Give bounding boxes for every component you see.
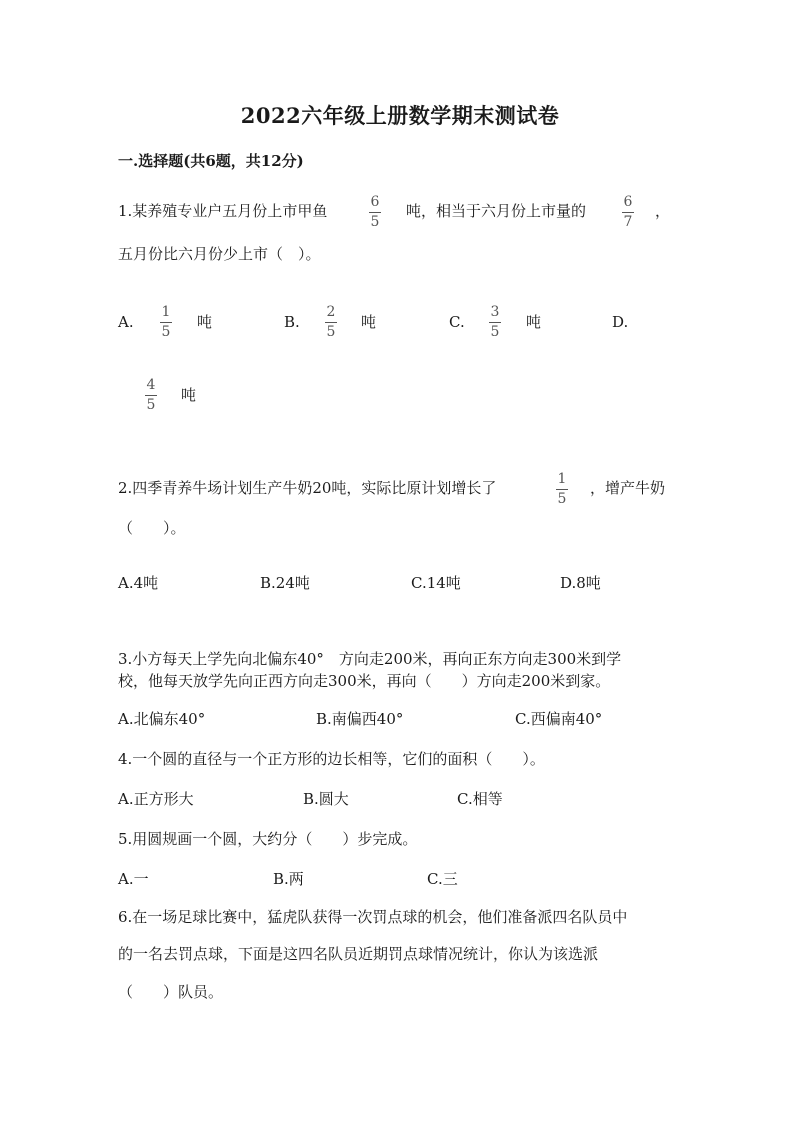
q5-option-c[interactable]: C.三 [427,870,458,888]
q1-option-c-label: C. [449,313,465,331]
q1-fraction-1 [369,195,381,230]
q1-option-d-label: D. [612,313,629,331]
q3-option-b[interactable]: B.南偏西40° [316,710,404,728]
q4-text-line1: 4.一个圆的直径与一个正方形的边长相等，它们的面积（ ）。 [118,750,545,768]
q1-text-part2: 吨，相当于六月份上市量的 [406,202,587,220]
q1-option-b-label: B. [284,313,300,331]
q2-text-part2: ，增产牛奶 [590,479,666,497]
q1-text-line2: 五月份比六月份少上市（ ）。 [118,245,321,263]
q2-frac-denominator: 5 [557,491,567,507]
page-title: 2022六年级上册数学期末测试卷 [240,103,560,128]
q1-option-d-unit: 吨 [181,386,197,404]
q3-option-a[interactable]: A.北偏东40° [118,710,206,728]
q1-text-part1: 1.某养殖专业户五月份上市甲鱼 [118,202,328,220]
q1-option-a-fraction [160,305,172,340]
q6-text-line2: 的一名去罚点球，下面是这四名队员近期罚点球情况统计，你认为该选派 [118,945,599,963]
q3-option-c[interactable]: C.西偏南40° [515,710,603,728]
q2-option-a[interactable]: A.4吨 [118,574,159,592]
q1-frac2-numerator: 6 [623,194,633,210]
q2-option-b[interactable]: B.24吨 [260,574,310,592]
q1-option-a-denominator: 5 [161,324,171,340]
q4-option-c[interactable]: C.相等 [457,790,503,808]
q1-option-b-denominator: 5 [326,324,336,340]
q1-option-b-numerator: 2 [326,304,336,320]
q6-text-line3: （ ）队员。 [118,983,224,1001]
q5-option-b[interactable]: B.两 [273,870,304,888]
q1-option-b-unit: 吨 [361,313,377,331]
q1-frac1-denominator: 5 [370,214,380,230]
section-heading: 一.选择题(共6题，共12分) [118,152,304,170]
q1-option-a-unit: 吨 [197,313,213,331]
q1-option-c-fraction [489,305,501,340]
q5-option-a[interactable]: A.一 [118,870,149,888]
q5-text-line1: 5.用圆规画一个圆，大约分（ ）步完成。 [118,830,418,848]
q2-option-d[interactable]: D.8吨 [560,574,601,592]
q1-option-a-label: A. [118,313,134,331]
q1-option-d-denominator: 5 [146,397,156,413]
q1-frac1-numerator: 6 [370,194,380,210]
q1-option-c-numerator: 3 [490,304,500,320]
q2-frac-numerator: 1 [557,471,567,487]
q4-option-a[interactable]: A.正方形大 [118,790,194,808]
q1-option-c-unit: 吨 [526,313,542,331]
q2-option-c[interactable]: C.14吨 [411,574,461,592]
q2-fraction [556,472,568,507]
q1-frac2-denominator: 7 [623,214,633,230]
q1-option-d-fraction [145,378,157,413]
q1-fraction-2 [622,195,634,230]
q4-option-b[interactable]: B.圆大 [303,790,349,808]
q3-text-line2: 校，他每天放学先向正西方向走300米，再向（ ）方向走200米到家。 [118,672,611,690]
q1-option-b-fraction [325,305,337,340]
q2-text-line2: （ ）。 [118,519,186,537]
q1-text-part3: ， [655,202,671,220]
q3-text-line1: 3.小方每天上学先向北偏东40° 方向走200米，再向正东方向走300米到学 [118,650,622,668]
q2-text-part1: 2.四季青养牛场计划生产牛奶20吨，实际比原计划增长了 [118,479,497,497]
q6-text-line1: 6.在一场足球比赛中，猛虎队获得一次罚点球的机会，他们准备派四名队员中 [118,908,628,926]
q1-option-d-numerator: 4 [146,377,156,393]
q1-option-c-denominator: 5 [490,324,500,340]
q1-option-a-numerator: 1 [161,304,171,320]
